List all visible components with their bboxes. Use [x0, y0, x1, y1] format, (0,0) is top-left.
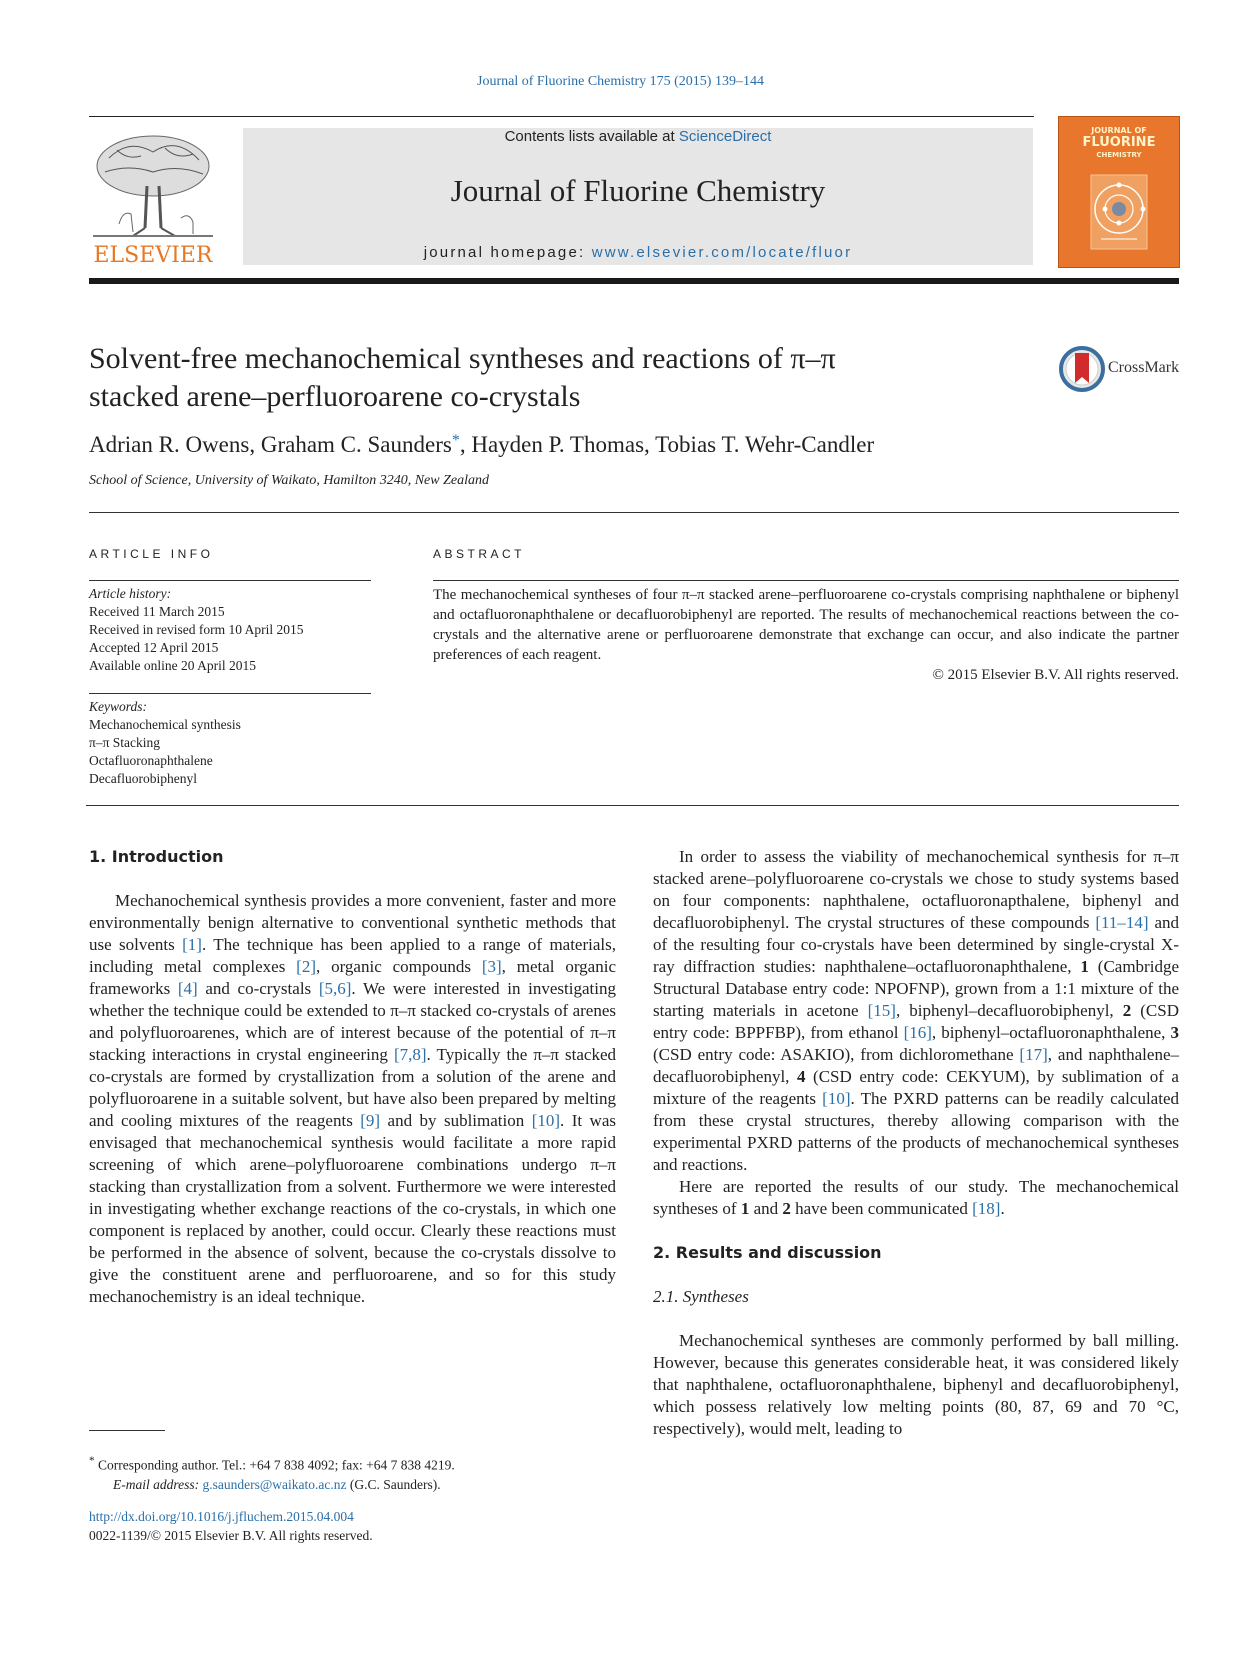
- doi-link[interactable]: http://dx.doi.org/10.1016/j.jfluchem.2015.04.004: [89, 1509, 354, 1524]
- section-heading-results: 2. Results and discussion: [653, 1243, 882, 1262]
- text-run: In order to assess the viability of mechanochemical synthesis for π–π stacked arene–polyfluoroarene co-crystals we chose to study systems based on four components: naphthalene, octafluoronapthalene, biphenyl and decafluorobiphenyl. The crystal structures of these compounds: [653, 847, 1179, 932]
- text-run: (CSD entry code: CEKYUM), by sublimation of a mixture of the reagents: [653, 1067, 1179, 1108]
- abstract-body: [433, 585, 1179, 685]
- issn-copyright: 0022-1139/© 2015 Elsevier B.V. All rights reserved.: [89, 1528, 373, 1543]
- citation-link[interactable]: [1]: [182, 935, 202, 954]
- compound-number: 1: [740, 1199, 750, 1218]
- crossmark-icon: [1058, 345, 1106, 393]
- text-run: . It was envisaged that mechanochemical synthesis would facilitate a more rapid screening of which arene–polyfluoroarene combinations undergo π–π stacking than crystallization from a solvent. Furthermore we were interested in investigating whether exchange reactions of the co-crystals, in which one component is replaced by another, could occur. Clearly these reactions must be performed in the absence of solvent, because the co-crystals dissolve to give the constituent arene and perfluoroarene, and so for this study mechanochemistry is an ideal technique.: [89, 1111, 616, 1306]
- keyword: Octafluoronaphthalene: [89, 753, 213, 768]
- journal-cover-thumbnail[interactable]: [1058, 116, 1180, 268]
- compound-number: 2: [782, 1199, 791, 1218]
- citation-link[interactable]: [16]: [903, 1023, 932, 1042]
- text-run: and co-crystals: [197, 979, 319, 998]
- header-rule: [89, 116, 1034, 117]
- subsection-heading-syntheses: 2.1. Syntheses: [653, 1287, 749, 1306]
- body-paragraph: [653, 1176, 1179, 1220]
- doi-block: [89, 1507, 373, 1545]
- text-run: . The PXRD patterns can be readily calculated from these crystal structures, thereby allowing comparison with the experimental PXRD patterns of the products of mechanochemical syntheses and reactions.: [653, 1089, 1179, 1174]
- cover-title-line3: CHEMISTRY: [1096, 151, 1142, 159]
- keyword: π–π Stacking: [89, 735, 161, 750]
- citation-link[interactable]: [2]: [296, 957, 316, 976]
- text-run: , biphenyl–octafluoronaphthalene,: [931, 1023, 1171, 1042]
- article-info-rule: [89, 580, 371, 581]
- cover-atom-icon: [1069, 167, 1169, 257]
- contents-line: [243, 128, 1033, 145]
- keywords-label: Keywords:: [89, 699, 147, 714]
- text-run: and by sublimation: [380, 1111, 532, 1130]
- footnote-email-line: [89, 1475, 455, 1494]
- text-run: . Typically the π–π stacked co-crystals are formed by crystallization from a solution of the arene and polyfluoroarene in a suitable solvent, but have also been prepared by melting and cooling mixtures of the reagents: [89, 1045, 617, 1130]
- body-paragraph: [653, 1330, 1179, 1440]
- homepage-link[interactable]: www.elsevier.com/locate/fluor: [591, 244, 853, 261]
- journal-title: Journal of Fluorine Chemistry: [450, 173, 826, 208]
- corresponding-author-footnote: [89, 1452, 455, 1494]
- body-right-column: [653, 846, 1179, 1440]
- authors-part2: , Hayden P. Thomas, Tobias T. Wehr-Candler: [459, 432, 875, 457]
- citation-link[interactable]: [5,6]: [318, 979, 352, 998]
- text-run: Mechanochemical synthesis provides a more convenient, faster and more environmentally benign alternative to conventional synthetic methods that use solvents: [89, 891, 616, 954]
- cover-title: [1059, 125, 1179, 161]
- keyword: Decafluorobiphenyl: [89, 771, 197, 786]
- footnote-contact-text: Corresponding author. Tel.: +64 7 838 4092; fax: +64 7 838 4219.: [94, 1457, 455, 1473]
- text-run: , metal organic frameworks: [89, 957, 616, 998]
- text-run: Here are reported the results of our study. The mechanochemical syntheses of: [653, 1177, 1179, 1218]
- text-run: (Cambridge Structural Database entry code: NPOFNP), grown from a 1:1 mixture of the starting materials in acetone: [653, 957, 1179, 1020]
- footnote-contact: [89, 1452, 455, 1475]
- history-label: Article history:: [89, 586, 172, 601]
- text-run: , biphenyl–decafluorobiphenyl,: [895, 1001, 1123, 1020]
- abstract-end-rule: [86, 805, 1179, 806]
- contents-prefix: Contents lists available at: [504, 128, 679, 145]
- abstract-rule: [433, 580, 1179, 581]
- citation-link[interactable]: [7,8]: [393, 1045, 427, 1064]
- body-left-column: [89, 846, 616, 1308]
- section-heading-introduction: 1. Introduction: [89, 847, 224, 866]
- elsevier-wordmark: ELSEVIER: [93, 243, 213, 268]
- compound-number: 2: [1122, 1001, 1132, 1020]
- keywords-rule: [89, 693, 371, 694]
- keyword: Mechanochemical synthesis: [89, 717, 241, 732]
- text-run: Mechanochemical syntheses are commonly performed by ball milling. However, because this generates considerable heat, it was considered likely that naphthalene, octafluoronaphthalene, biphenyl and decafluorobiphenyl, which possess relatively low melting points (80, 87, 69 and 70 °C, respectively), would melt, leading to: [653, 1331, 1179, 1438]
- citation-link[interactable]: [10]: [822, 1089, 851, 1108]
- citation-link[interactable]: [10]: [531, 1111, 561, 1130]
- abstract-label: ABSTRACT: [433, 547, 526, 561]
- citation-link[interactable]: [11–14]: [1095, 913, 1149, 932]
- elsevier-tree-icon: [89, 128, 217, 240]
- text-run: have been communicated: [790, 1199, 973, 1218]
- online-date: Available online 20 April 2015: [89, 658, 256, 673]
- header-thick-rule: [89, 278, 1179, 284]
- text-run: . We were interested in investigating whether the technique could be extended to π–π stacked co-crystals of arenes and polyfluoroarenes, which are of interest because of the potential of π–π stacking interactions in crystal engineering: [89, 979, 616, 1064]
- article-title-line1: Solvent-free mechanochemical syntheses and reactions of π–π: [89, 342, 836, 375]
- citation-link[interactable]: [18]: [972, 1199, 1001, 1218]
- compound-number: 4: [796, 1067, 806, 1086]
- crossmark-label: CrossMark: [1108, 359, 1180, 376]
- body-paragraph: [653, 846, 1179, 1176]
- journal-reference[interactable]: Journal of Fluorine Chemistry 175 (2015) 139–144: [477, 74, 764, 89]
- email-label: E-mail address:: [113, 1476, 203, 1492]
- text-run: .: [1000, 1199, 1005, 1218]
- email-link[interactable]: g.saunders@waikato.ac.nz: [202, 1476, 347, 1492]
- text-run: . The technique has been applied to a range of materials, including metal complexes: [89, 935, 616, 976]
- cover-title-line2: FLUORINE: [1082, 135, 1156, 150]
- accepted-date: Accepted 12 April 2015: [89, 640, 219, 655]
- compound-number: 3: [1170, 1023, 1179, 1042]
- citation-link[interactable]: [15]: [867, 1001, 896, 1020]
- received-date: Received 11 March 2015: [89, 604, 225, 619]
- journal-masthead: [243, 128, 1033, 265]
- text-run: (CSD entry code: BPPFBP), from ethanol: [653, 1001, 1179, 1042]
- text-run: and of the resulting four co-crystals have been determined by single-crystal X-ray diffraction studies: naphthalene–octafluoronaphthalene,: [653, 913, 1179, 976]
- title-rule: [89, 512, 1179, 513]
- authors-part1: Adrian R. Owens, Graham C. Saunders: [89, 432, 452, 457]
- author-list: [89, 432, 874, 458]
- citation-link[interactable]: [17]: [1019, 1045, 1048, 1064]
- keywords: [89, 698, 241, 788]
- footnote-rule: [89, 1430, 165, 1431]
- affiliation: School of Science, University of Waikato, Hamilton 3240, New Zealand: [89, 473, 489, 488]
- article-info-label: ARTICLE INFO: [89, 547, 214, 561]
- homepage-line: [243, 244, 1033, 261]
- text-run: (CSD entry code: ASAKIO), from dichloromethane: [653, 1045, 1020, 1064]
- compound-number: 1: [1080, 957, 1089, 976]
- email-suffix: (G.C. Saunders).: [346, 1476, 441, 1492]
- cover-title-line1: JOURNAL OF: [1091, 126, 1147, 135]
- homepage-prefix: journal homepage:: [423, 244, 592, 261]
- text-run: and: [749, 1199, 783, 1218]
- crossmark-badge[interactable]: [1058, 345, 1188, 395]
- corresponding-author-mark[interactable]: *: [451, 432, 460, 449]
- text-run: , organic compounds: [316, 957, 482, 976]
- elsevier-logo: [89, 128, 217, 268]
- abstract-copyright: © 2015 Elsevier B.V. All rights reserved.: [932, 667, 1179, 683]
- citation-link[interactable]: [9]: [360, 1111, 381, 1130]
- text-run: , and naphthalene–decafluorobiphenyl,: [653, 1045, 1179, 1086]
- article-history: [89, 585, 303, 675]
- article-title-line2: stacked arene–perfluoroarene co-crystals: [89, 380, 581, 413]
- abstract-text: The mechanochemical syntheses of four π–π stacked arene–perfluoroarene co-crystals comprising naphthalene or biphenyl and octafluoronaphthalene or decafluorobiphenyl are reported. The results of mechanochemical reactions between the co-crystals and the alternative arene or perfluoroarene demonstrate that exchange can occur, and also indicate the partner preferences of each reagent.: [433, 587, 1179, 663]
- citation-link[interactable]: [4]: [177, 979, 198, 998]
- article-title: [89, 340, 989, 416]
- sciencedirect-link[interactable]: ScienceDirect: [678, 128, 772, 145]
- footnote-mark: *: [89, 1455, 95, 1467]
- citation-link[interactable]: [3]: [481, 957, 502, 976]
- revised-date: Received in revised form 10 April 2015: [89, 622, 304, 637]
- intro-paragraph: [89, 890, 616, 1308]
